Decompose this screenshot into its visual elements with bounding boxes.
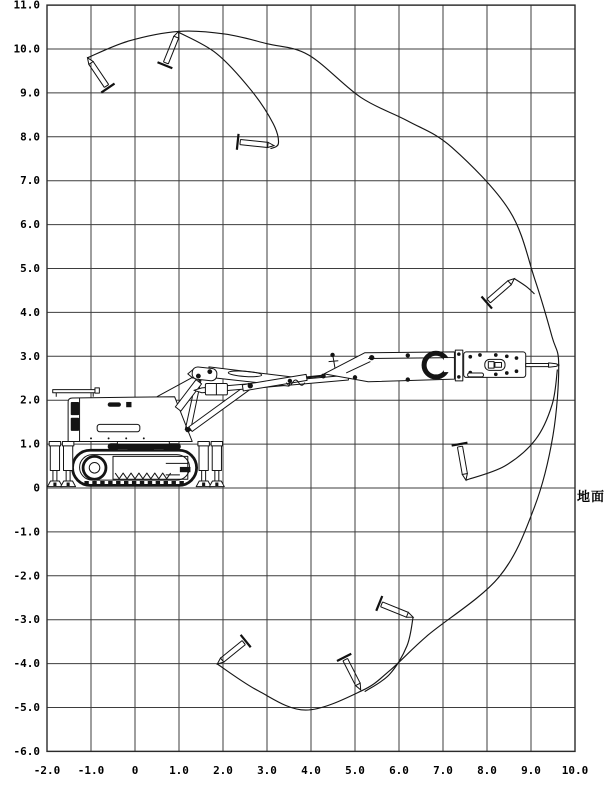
y-axis-tick-label: 8.0 — [20, 130, 40, 144]
curve-mid-right-swing-arc — [466, 370, 558, 481]
drill-bit — [549, 363, 560, 367]
y-axis-tick-label: -2.0 — [13, 569, 40, 583]
drill-feed-icon-feed-lower-right — [376, 596, 416, 625]
feed-beam — [381, 602, 409, 617]
idler-wheel — [83, 456, 106, 479]
x-axis-tick-label: 5.0 — [345, 764, 365, 777]
y-axis-tick-label: -5.0 — [13, 701, 40, 714]
y-axis-tick-label: -4.0 — [13, 657, 40, 671]
machine-illustration — [47, 350, 559, 487]
ground-label: 地面 — [577, 490, 606, 505]
boom-linkage — [157, 353, 348, 432]
x-axis-tick-label: -2.0 — [33, 764, 61, 777]
y-axis-tick-label: 2.0 — [20, 393, 40, 407]
x-axis-tick-label: 6.0 — [389, 764, 409, 777]
body-slot — [97, 424, 140, 431]
y-axis-tick-label: -3.0 — [13, 613, 40, 627]
outrigger-front-outer — [47, 441, 62, 486]
x-axis-tick-label: 9.0 — [521, 764, 541, 777]
feed-crossbar — [237, 134, 239, 150]
grille-upper — [71, 402, 79, 415]
x-axis-tick-label: 0 — [131, 764, 139, 777]
feed-tip — [508, 277, 516, 285]
x-axis-tick-label: 7.0 — [433, 764, 453, 777]
feed-beam — [343, 658, 360, 685]
machine-body — [53, 388, 192, 442]
feed-beam — [240, 139, 268, 147]
x-axis-tick-label: 3.0 — [257, 764, 277, 777]
y-axis-tick-label: 0 — [33, 481, 40, 495]
feed-beam — [457, 446, 467, 474]
y-axis-tick-label: 7.0 — [20, 174, 40, 188]
y-axis-tick-label: 5.0 — [20, 262, 40, 275]
drill-feed-icon-feed-top-left — [81, 53, 115, 92]
feed-crossbar — [376, 596, 382, 611]
y-axis-tick-label: -1.0 — [13, 525, 40, 539]
feed-beam — [487, 281, 511, 303]
handrail — [53, 390, 99, 393]
y-axis-tick-label: 10.0 — [13, 42, 40, 56]
outrigger-rear-outer — [209, 441, 224, 486]
y-axis-tick-label: 9.0 — [20, 86, 40, 100]
y-axis-tick-label: 6.0 — [20, 218, 40, 232]
y-axis-tick-label: 11.0 — [13, 0, 40, 12]
drill-rod — [526, 364, 549, 367]
feed-crossbar — [158, 62, 173, 68]
feed-beam — [163, 36, 178, 64]
grille-lower — [71, 418, 79, 431]
y-axis-tick-label: 3.0 — [20, 349, 40, 363]
drill-feed-icon-feed-mid-vertical — [452, 443, 474, 482]
outrigger-rear-inner — [196, 441, 211, 486]
x-axis-tick-label: 1.0 — [169, 764, 189, 777]
feed-crossbar — [452, 443, 468, 446]
crawler-track — [73, 445, 197, 486]
x-axis-tick-label: 10.0 — [561, 764, 589, 777]
turntable — [108, 441, 181, 450]
knuckle-head — [192, 366, 218, 381]
x-axis-tick-label: 8.0 — [477, 764, 497, 777]
drill-feed-icon-feed-lower-mid — [337, 654, 368, 694]
curve-lower-right-swing-arc — [365, 617, 413, 692]
x-axis-tick-label: -1.0 — [77, 764, 105, 777]
y-axis-tick-label: 1.0 — [20, 437, 40, 451]
y-axis-tick-label: -6.0 — [13, 744, 40, 758]
x-axis-tick-label: 4.0 — [301, 764, 321, 777]
x-axis-tick-label: 2.0 — [213, 764, 233, 777]
feed-tip — [356, 683, 363, 691]
curve-upper-swing-arc — [179, 32, 279, 148]
y-axis-tick-label: 4.0 — [20, 305, 40, 319]
feed-beam — [220, 641, 245, 663]
feed-carrier — [324, 350, 559, 382]
feed-beam — [89, 61, 109, 87]
